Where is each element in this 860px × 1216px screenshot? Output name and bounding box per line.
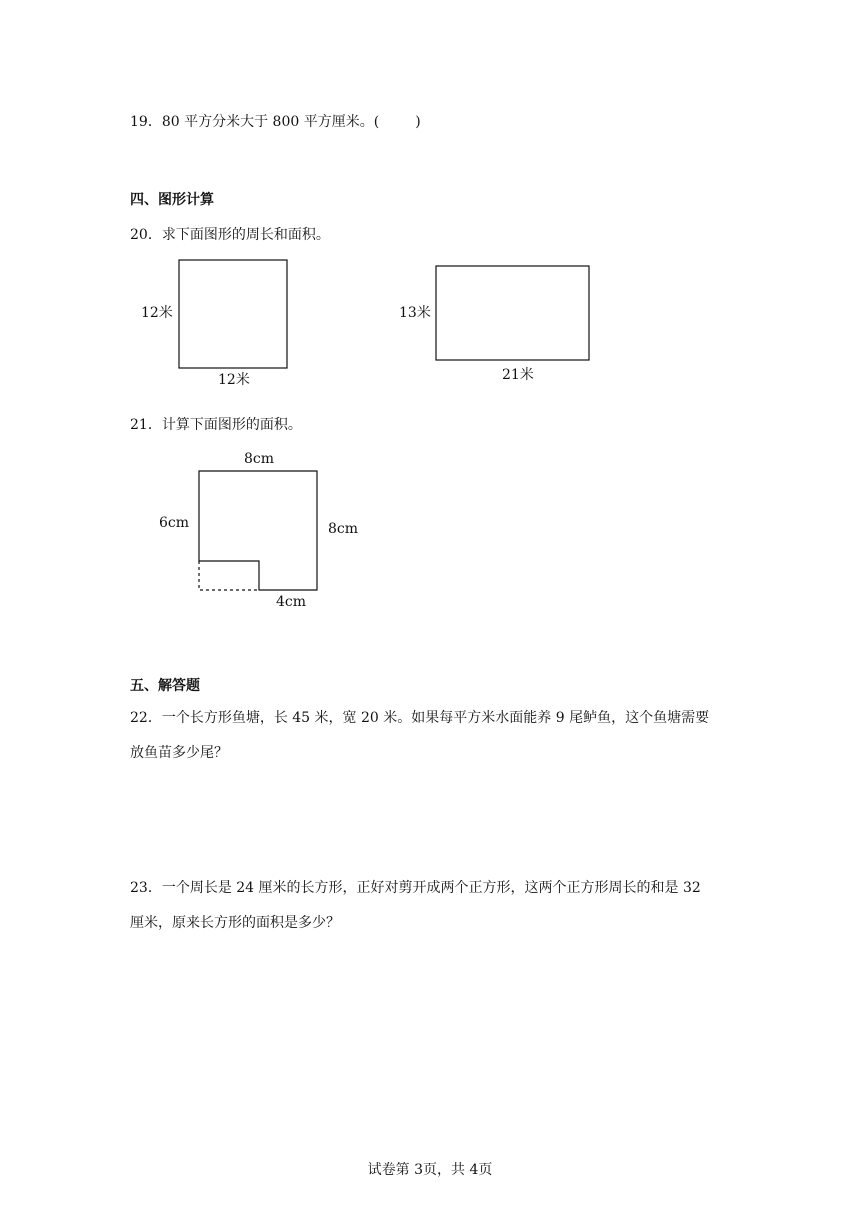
question-23-line-1 (130, 878, 701, 898)
rectangle-shape (436, 266, 589, 360)
question-number: 20． (130, 227, 162, 243)
question-text: 80 平方分米大于 800 平方厘米。( (161, 114, 380, 130)
question-22-line-1 (130, 708, 709, 728)
square-bottom-label: 12米 (218, 372, 250, 388)
question-text: 一个长方形鱼塘，长 45 米，宽 20 米。如果每平方米水面能养 9 尾鲈鱼，这个鱼塘需要 (161, 710, 710, 726)
question-text: 一个周长是 24 厘米的长方形，正好对剪开成两个正方形，这两个正方形周长的和是 32 (161, 880, 701, 896)
closing-paren: ) (415, 114, 421, 130)
l-shape-bottom-label: 4cm (276, 594, 307, 610)
question-21 (130, 415, 302, 435)
question-number: 23． (130, 880, 162, 896)
l-shape (199, 471, 317, 590)
square-shape (179, 260, 287, 368)
dashed-completion-line (199, 561, 259, 590)
question-number: 19． (130, 114, 162, 130)
l-shape-left-label: 6cm (159, 515, 190, 531)
section-heading-4: 四、图形计算 (130, 192, 214, 208)
rectangle-side-label: 13米 (399, 305, 431, 321)
l-shape-top-label: 8cm (244, 451, 275, 467)
question-number: 21． (130, 417, 162, 433)
question-22-line-2: 放鱼苗多少尾？ (130, 745, 228, 761)
page-footer: 试卷第 3页，共 4页 (367, 1162, 493, 1178)
l-shape-right-label: 8cm (328, 521, 359, 537)
question-text: 计算下面图形的面积。 (161, 417, 302, 433)
square-side-label: 12米 (141, 305, 173, 321)
question-number: 22． (130, 710, 162, 726)
question-23-line-2: 厘米，原来长方形的面积是多少？ (130, 915, 340, 931)
rectangle-bottom-label: 21米 (502, 367, 534, 383)
question-text: 求下面图形的周长和面积。 (161, 227, 330, 243)
section-heading-5: 五、解答题 (130, 678, 200, 694)
